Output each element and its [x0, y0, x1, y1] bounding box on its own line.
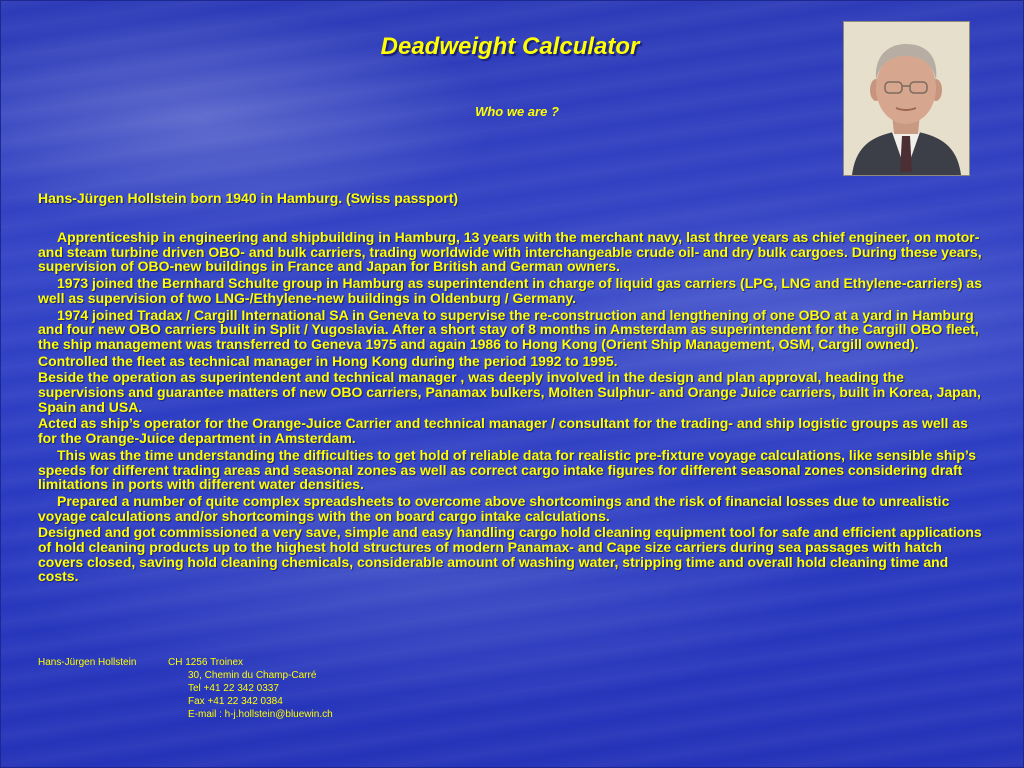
biography-paragraph: Designed and got commissioned a very save, simple and easy handling cargo hold cleaning equipment tool for safe and efficient applications of hold cleaning products up to the highest hold structures of modern Panamax- and Cape size carriers during sea passages with hatch covers closed, saving hold cleaning chemicals, considerable amount of washing water, stripping time and overall hold cleaning time and costs. [38, 524, 982, 585]
biography-paragraph: Beside the operation as superintendent and technical manager , was deeply involved in the design and plan approval, heading the supervisions and guarantee matters of new OBO carriers, Panamax bulkers, Molten Sulphur- and Orange Juice carriers, built in Korea, Japan, Spain and USA. [38, 369, 981, 415]
contact-fax: Fax +41 22 342 0384 [188, 696, 283, 707]
biography-paragraph: Acted as ship’s operator for the Orange-Juice Carrier and technical manager / consultant for the trading- and ship logistic groups as well as for the Orange-Juice department in Amsterdam. [38, 415, 968, 447]
contact-email: E-mail : h-j.hollstein@bluewin.ch [188, 709, 333, 720]
biography-paragraph: Controlled the fleet as technical manager in Hong Kong during the period 1992 to 1995. [38, 352, 618, 369]
person-headline: Hans-Jürgen Hollstein born 1940 in Hamburg. (Swiss passport) [38, 190, 459, 206]
contact-tel: Tel +41 22 342 0337 [188, 683, 279, 694]
biography-paragraph: Apprenticeship in engineering and shipbuilding in Hamburg, 13 years with the merchant navy, last three years as chief engineer, on motor- and steam turbine driven OBO- and bulk carriers, trading worldwide with interchangeable crude oil- and dry bulk cargoes. During these years, supervision of OBO-new buildings in France and Japan for British and German owners. [38, 229, 982, 275]
biography-paragraph: This was the time understanding the difficulties to get hold of reliable data for realistic pre-fixture voyage calculations, like sensible ship’s speeds for different trading areas and seasonal zones as well as correct cargo intake figures for different seasonal zones considering draft limitations in ports with different water densities. [38, 446, 977, 493]
portrait-photo [843, 21, 970, 176]
contact-name: Hans-Jürgen Hollstein [38, 657, 137, 668]
biography-paragraph: 1973 joined the Bernhard Schulte group in Hamburg as superintendent in charge of liquid gas carriers (LPG, LNG and Ethylene-carriers) as well as supervision of two LNG-/Ethylene-new buildings in Oldenburg / Germany. [38, 275, 982, 306]
biography-body [38, 230, 988, 586]
contact-city: CH 1256 Troinex [168, 657, 244, 668]
contact-block [38, 656, 333, 721]
portrait-photo-image [844, 22, 969, 175]
biography-paragraph: Prepared a number of quite complex spreadsheets to overcome above shortcomings and the risk of financial losses due to unrealistic voyage calculations and/or shortcomings with the on board cargo intake calculations. [38, 492, 950, 524]
page-title: Deadweight Calculator [380, 33, 640, 60]
contact-street: 30, Chemin du Champ-Carré [188, 670, 317, 681]
page-subtitle: Who we are ? [475, 104, 559, 119]
contact-row-name [38, 656, 333, 669]
biography-paragraph: 1974 joined Tradax / Cargill International SA in Geneva to supervise the re-construction and lengthening of one OBO at a yard in Hamburg and four new OBO carriers built in Split / Yugoslavia. After a short stay of 8 months in Amsterdam as superintendent for the Cargill OBO fleet, the ship management was transferred to Geneva 1975 and again 1986 to Hong Kong (Orient Ship Management, OSM, Cargill owned). [38, 306, 979, 352]
